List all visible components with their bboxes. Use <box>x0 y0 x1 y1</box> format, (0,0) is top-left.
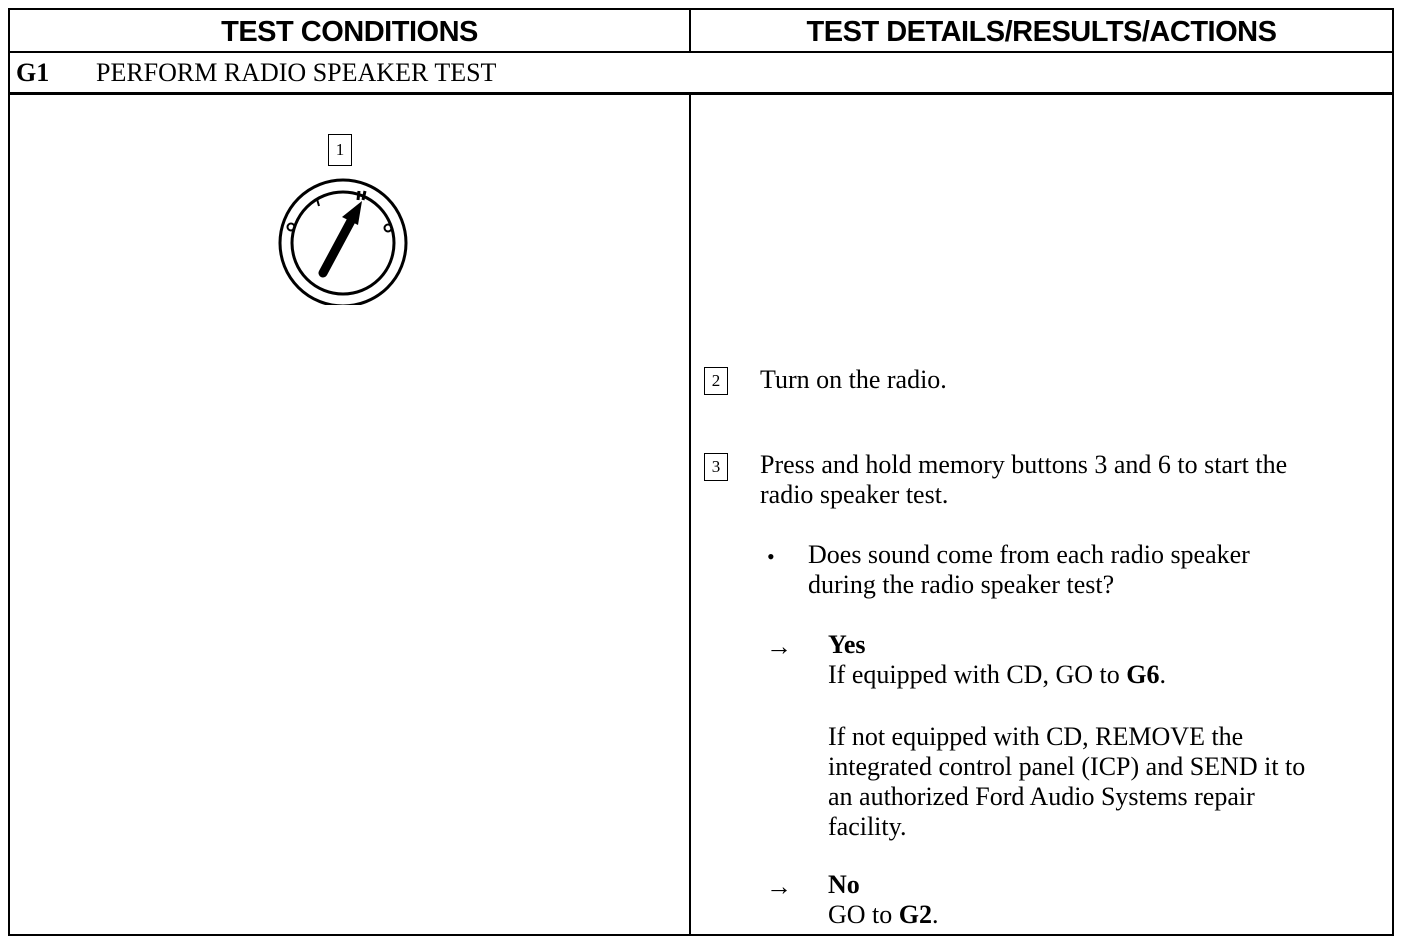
step-2-box: 2 <box>704 367 728 395</box>
column-divider-body <box>689 93 691 936</box>
no-action <box>828 900 939 930</box>
no-action-prefix: GO to <box>828 900 899 929</box>
yes-para2-line2: integrated control panel (ICP) and SEND it to <box>828 752 1306 781</box>
tick-top <box>358 191 359 200</box>
yes-para2-line3: an authorized Ford Audio Systems repair <box>828 782 1255 811</box>
yes-para2-line1: If not equipped with CD, REMOVE the <box>828 722 1244 751</box>
header-test-details: TEST DETAILS/RESULTS/ACTIONS <box>806 15 1277 48</box>
question-line1: Does sound come from each radio speaker <box>808 540 1250 569</box>
no-action-suffix: . <box>932 900 939 929</box>
step-3-text-line1: Press and hold memory buttons 3 and 6 to start the <box>760 450 1288 479</box>
ignition-key-icon <box>270 175 416 305</box>
yes-action-suffix: . <box>1159 660 1166 689</box>
section-title: PERFORM RADIO SPEAKER TEST <box>96 58 497 87</box>
section-divider <box>8 92 1394 95</box>
no-goto-target: G2 <box>898 900 933 929</box>
yes-goto-target: G6 <box>1126 660 1160 689</box>
step-3-box: 3 <box>704 453 728 481</box>
key-arrowhead <box>342 201 362 225</box>
yes-action-prefix: If equipped with CD, GO to <box>828 660 1127 689</box>
question-line2: during the radio speaker test? <box>808 570 1115 599</box>
yes-label: Yes <box>828 630 866 659</box>
tick-mid <box>363 191 365 200</box>
tick-left <box>317 199 319 206</box>
step-3-text-line2: radio speaker test. <box>760 480 949 509</box>
key-shaft <box>323 219 352 273</box>
yes-action-line1 <box>828 660 1166 690</box>
section-id: G1 <box>16 58 50 87</box>
no-label: No <box>828 870 860 899</box>
question-bullet: • <box>767 544 775 569</box>
no-arrow: → <box>766 872 792 901</box>
header-test-conditions: TEST CONDITIONS <box>221 15 478 48</box>
yes-arrow: → <box>766 632 792 661</box>
yes-para2-line4: facility. <box>828 812 907 841</box>
step-2-text: Turn on the radio. <box>760 365 947 394</box>
step-1-box: 1 <box>328 134 352 166</box>
